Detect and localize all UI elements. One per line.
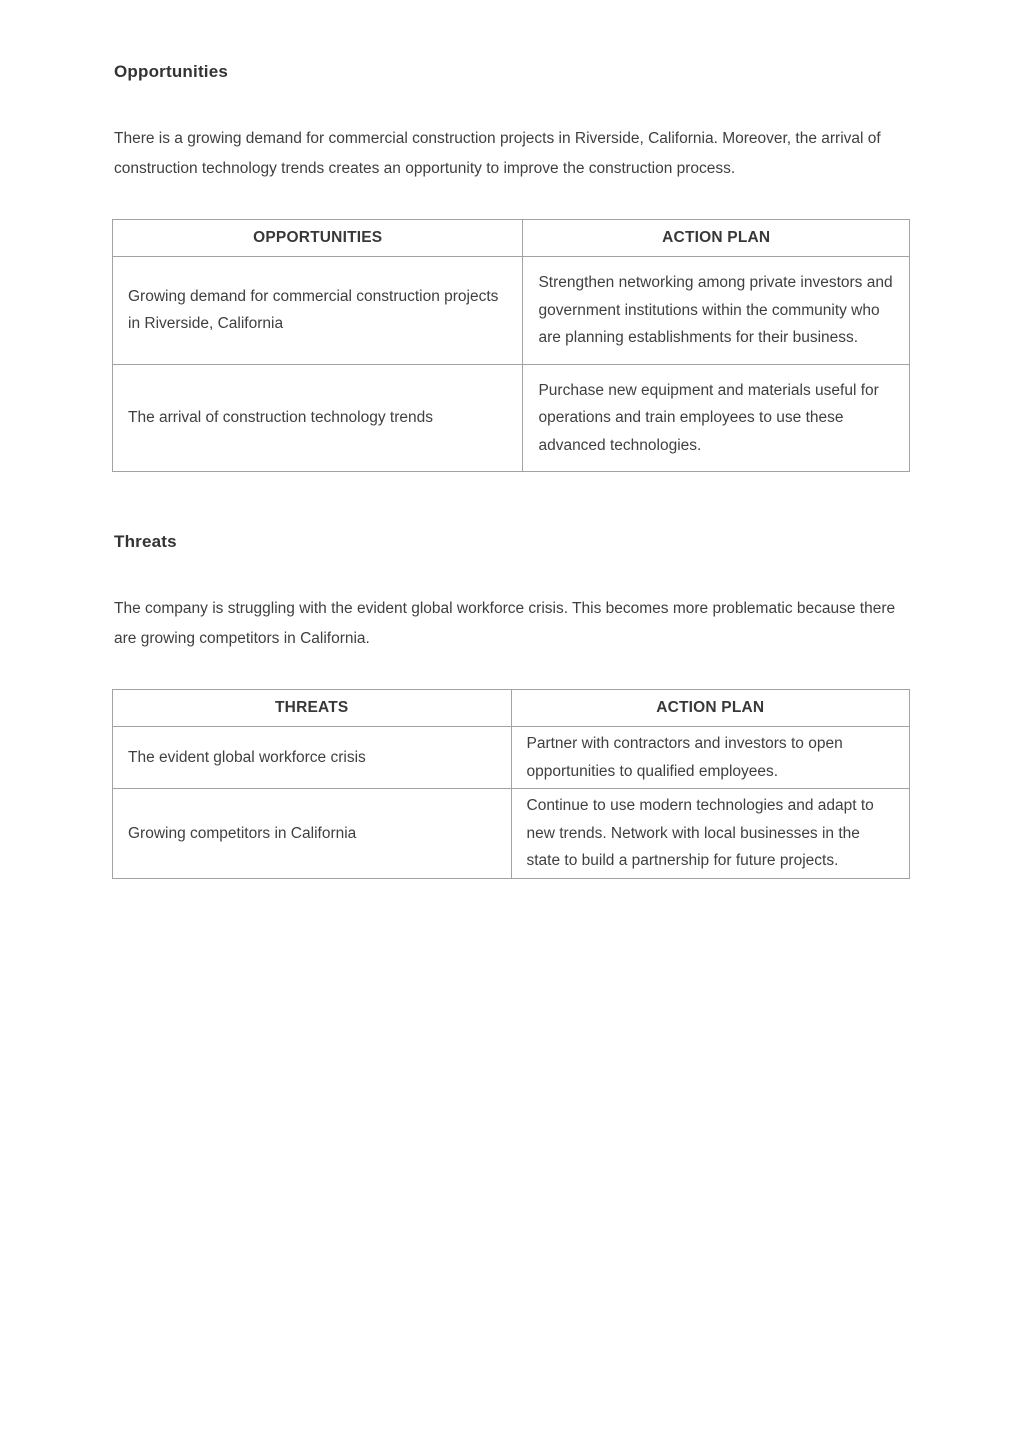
threat-cell: Growing competitors in California [113, 789, 512, 879]
threat-cell: The evident global workforce crisis [113, 727, 512, 789]
table-row [113, 257, 910, 365]
table-row [113, 789, 910, 879]
table-row [113, 364, 910, 472]
opportunities-heading: Opportunities [114, 62, 229, 81]
table-row [113, 727, 910, 789]
action-plan-cell: Continue to use modern technologies and adapt to new trends. Network with local businesses in the state to build a partnership for future projects. [511, 789, 910, 879]
action-plan-column-header: ACTION PLAN [511, 690, 910, 727]
opportunity-cell: The arrival of construction technology trends [113, 364, 523, 472]
action-plan-cell: Purchase new equipment and materials useful for operations and train employees to use these advanced technologies. [523, 364, 910, 472]
threats-intro-paragraph: The company is struggling with the evident global workforce crisis. This becomes more problematic because there are growing competitors in California. [114, 600, 896, 647]
opportunity-cell: Growing demand for commercial construction projects in Riverside, California [113, 257, 523, 365]
document-content [112, 62, 910, 879]
action-plan-cell: Strengthen networking among private investors and government institutions within the community who are planning establishments for their business. [523, 257, 910, 365]
section-opportunities [112, 62, 910, 472]
table-header-row [113, 690, 910, 727]
opportunities-column-header: OPPORTUNITIES [113, 220, 523, 257]
section-threats [112, 532, 910, 879]
action-plan-cell: Partner with contractors and investors to open opportunities to qualified employees. [511, 727, 910, 789]
table-header-row [113, 220, 910, 257]
action-plan-column-header: ACTION PLAN [523, 220, 910, 257]
opportunities-table [112, 219, 910, 472]
opportunities-intro-paragraph: There is a growing demand for commercial construction projects in Riverside, California. Moreover, the arrival of construction technology trends creates an opportunity to improve the construction process. [114, 130, 881, 177]
threats-table [112, 689, 910, 879]
threats-heading: Threats [114, 532, 177, 551]
threats-column-header: THREATS [113, 690, 512, 727]
